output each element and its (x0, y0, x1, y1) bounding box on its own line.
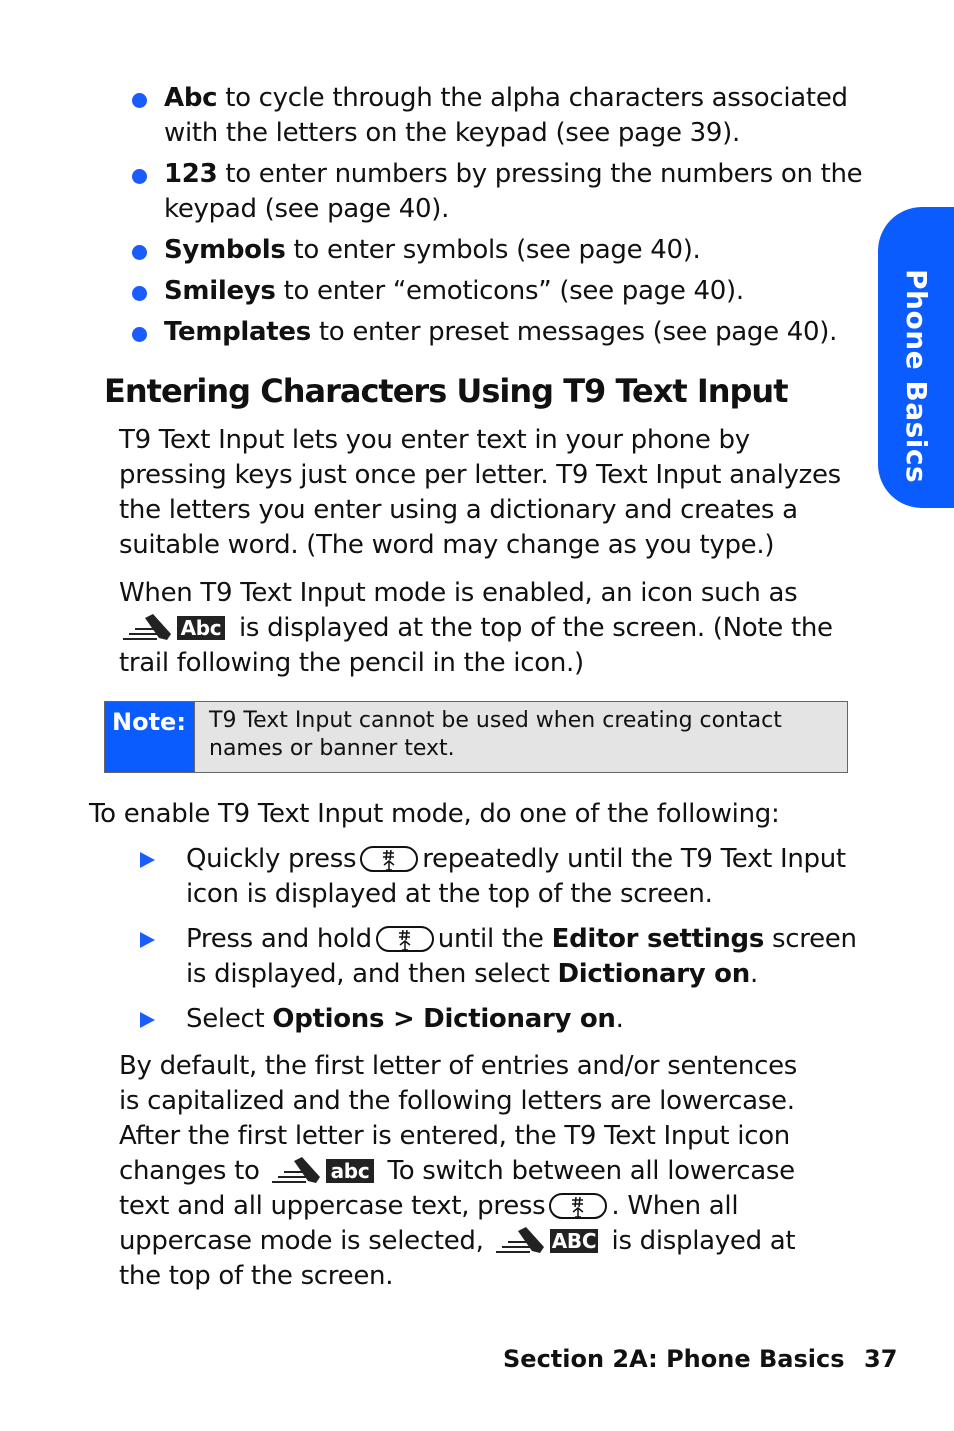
t9-lowercase-icon (272, 1155, 376, 1185)
side-tab-label: Phone Basics (900, 269, 933, 484)
icon-paragraph: When T9 Text Input mode is enabled, an icon such as Abc is displayed at the top of the screen. (Note the trail following the pencil in the icon.) (119, 578, 833, 678)
svg-text:ABC: ABC (551, 1229, 596, 1253)
arrow-icon (140, 852, 155, 868)
pound-key-icon (360, 846, 418, 872)
bullet-templates: Templates to enter preset messages (see page 40). (130, 315, 870, 350)
bullet-dot-icon (132, 327, 147, 342)
bullet-dot-icon (132, 93, 147, 108)
t9-uppercase-icon (496, 1225, 600, 1255)
default-paragraph: By default, the first letter of entries and/or sentences is capitalized and the following letters are lowercase. After the first letter is entered, the T9 Text Input icon changes to abc To switch between all lowercase text and all uppercase text, press . When all uppercase mode is selected, ABC is displayed at the top of the screen. (119, 1051, 798, 1291)
note-label: Note: (105, 702, 194, 772)
bullet-abc: Abc to cycle through the alpha characters associated with the letters on the keypad (see page 39). (130, 81, 870, 151)
mode-bullet-list (130, 81, 870, 356)
svg-text:abc: abc (330, 1159, 369, 1183)
note-box (104, 701, 848, 773)
bullet-dot-icon (132, 169, 147, 184)
t9-abc-icon (123, 612, 227, 642)
section-side-tab (878, 207, 954, 508)
bullet-dot-icon (132, 245, 147, 260)
arrow-icon (140, 932, 155, 948)
note-text: T9 Text Input cannot be used when creating contact names or banner text. (194, 702, 847, 772)
bullet-smileys: Smileys to enter “emoticons” (see page 40). (130, 274, 870, 309)
bullet-symbols: Symbols to enter symbols (see page 40). (130, 233, 870, 268)
footer-page-number: 37 (864, 1345, 898, 1373)
pound-key-icon (549, 1193, 607, 1219)
step-1: Quickly press repeatedly until the T9 Text Input icon is displayed at the top of the screen. (140, 842, 880, 912)
bullet-dot-icon (132, 286, 147, 301)
enable-intro: To enable T9 Text Input mode, do one of the following: (89, 799, 780, 829)
bullet-123: 123 to enter numbers by pressing the numbers on the keypad (see page 40). (130, 157, 870, 227)
intro-paragraph: T9 Text Input lets you enter text in your phone by pressing keys just once per letter. T9 Text Input analyzes the letters you enter using a dictionary and creates a suitable word. (The word may change as you type.) (119, 425, 841, 560)
footer-section: Section 2A: Phone Basics (503, 1345, 845, 1373)
step-2: Press and hold until the Editor settings screen is displayed, and then select Dictionary on. (140, 922, 880, 992)
svg-text:Abc: Abc (180, 616, 222, 640)
arrow-icon (140, 1012, 155, 1028)
step-3: Select Options > Dictionary on. (140, 1002, 880, 1037)
section-heading: Entering Characters Using T9 Text Input (104, 372, 788, 410)
pound-key-icon (376, 926, 434, 952)
step-list (140, 842, 880, 1047)
